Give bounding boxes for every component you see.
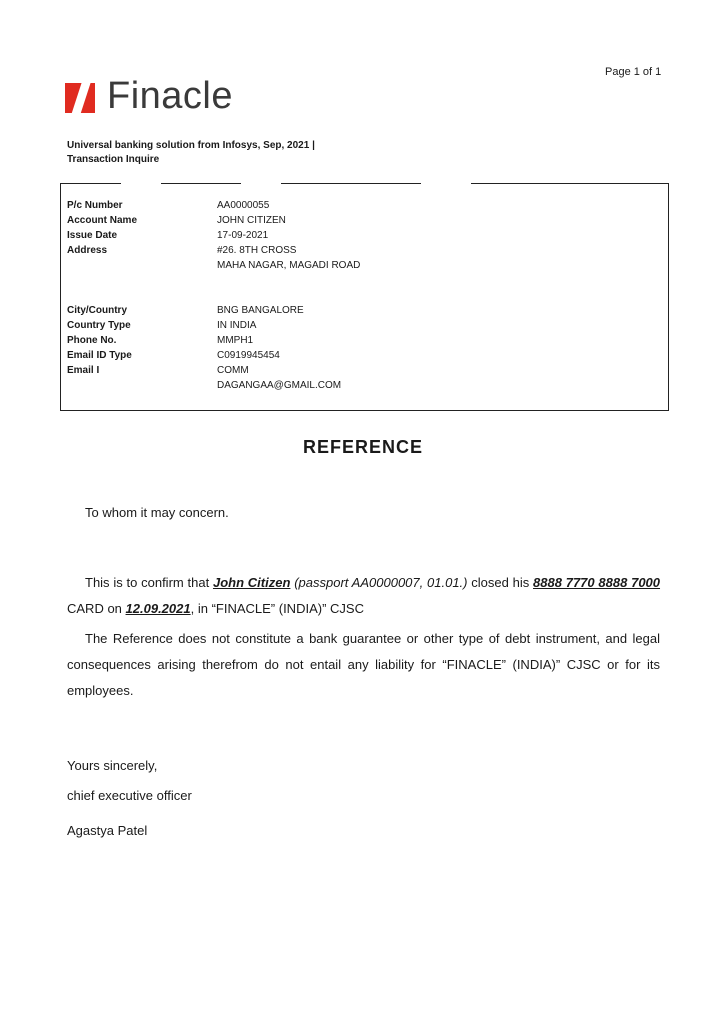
detail-value: MMPH1 [217, 335, 254, 346]
header-text [67, 139, 387, 167]
detail-value: #26. 8TH CROSS [217, 245, 297, 256]
detail-value: C0919945454 [217, 350, 280, 361]
header-line-1: Universal banking solution from Infosys, Sep, 2021 | [67, 140, 315, 151]
detail-label: Country Type [67, 320, 131, 331]
detail-value: IN INDIA [217, 320, 257, 331]
detail-label: P/c Number [67, 200, 123, 211]
detail-label: Email I [67, 365, 100, 376]
detail-value: JOHN CITIZEN [217, 215, 286, 226]
logo-text: Finacle [107, 75, 233, 117]
detail-value: 17-09-2021 [217, 230, 269, 241]
header-line-2: Transaction Inquire [67, 154, 160, 165]
document-title: REFERENCE [302, 437, 423, 457]
detail-value: DAGANGAA@GMAIL.COM [217, 380, 342, 391]
confirmation-paragraph: This is to confirm that John Citizen (passport AA0000007, 01.01.) closed his 8888 7770 8888 7000 CARD on 12.09.2021, in “FINACLE” (INDIA)” CJSC [67, 575, 661, 616]
details-box [60, 183, 669, 411]
disclaimer-paragraph: The Reference does not constitute a bank guarantee or other type of debt instrument, and legal consequences arising therefrom do not entail any liability for “FINACLE” (INDIA)” CJSC or for its employees. [67, 631, 660, 698]
close-date: 12.09.2021 [125, 601, 191, 616]
customer-name: John Citizen [212, 575, 291, 590]
detail-label: Phone No. [67, 335, 117, 346]
card-number: 8888 7770 8888 7000 [533, 575, 661, 590]
page-number: Page 1 of 1 [605, 66, 662, 78]
finacle-logo-icon [65, 79, 99, 113]
finacle-logo [65, 76, 233, 116]
detail-value: COMM [217, 365, 249, 376]
detail-value: BNG BANGALORE [217, 305, 304, 316]
signer-name: Agastya Patel [67, 823, 148, 838]
detail-label: Account Name [67, 215, 138, 226]
detail-value: MAHA NAGAR, MAGADI ROAD [217, 260, 361, 271]
detail-label: City/Country [67, 305, 127, 316]
detail-label: Issue Date [67, 230, 118, 241]
signer-role: chief executive officer [67, 788, 192, 803]
detail-label: Email ID Type [67, 350, 132, 361]
detail-label: Address [67, 245, 108, 256]
detail-value: AA0000055 [217, 200, 270, 211]
closing: Yours sincerely, [67, 758, 158, 773]
salutation: To whom it may concern. [85, 505, 229, 520]
